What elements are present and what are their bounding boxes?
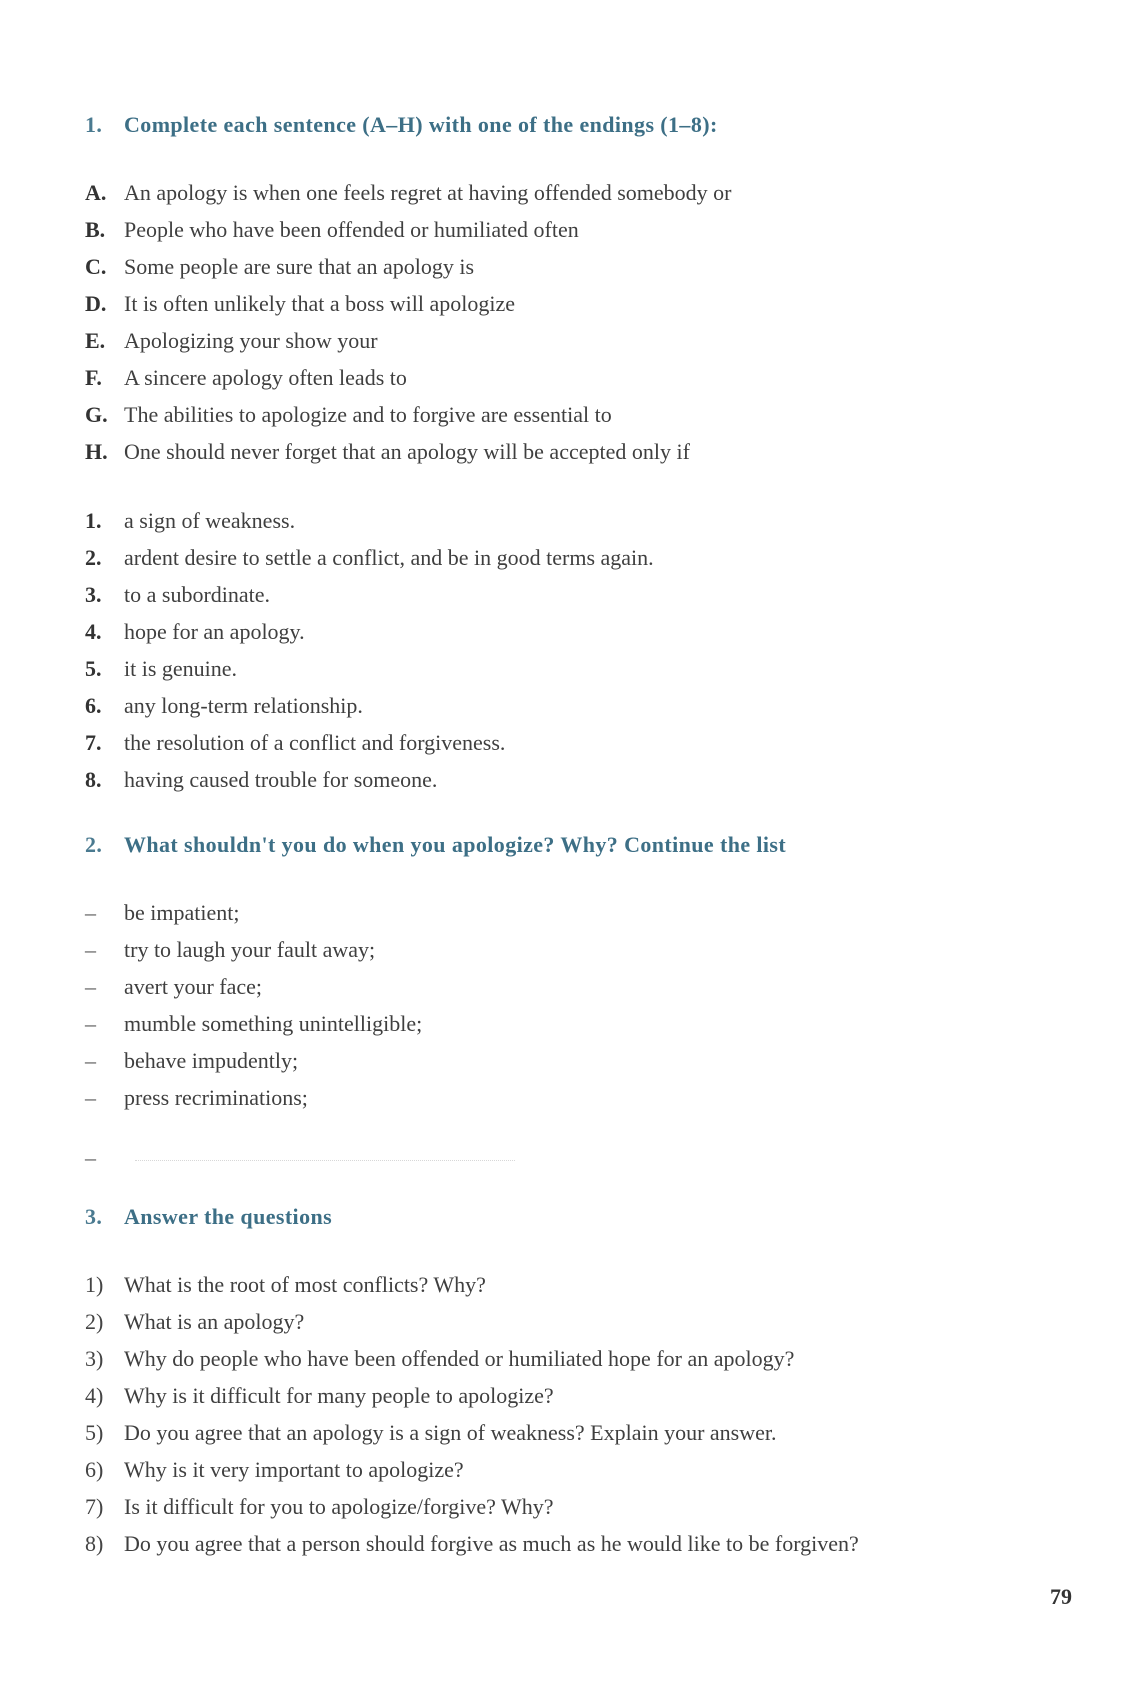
list-text: a sign of weakness. <box>124 508 296 533</box>
list-text: Do you agree that a person should forgive as much as he would like to be forgiven? <box>124 1531 859 1556</box>
list-item <box>85 1525 859 1562</box>
list-marker: 3) <box>85 1346 104 1371</box>
list-item <box>85 894 422 931</box>
list-item <box>85 285 731 322</box>
list-marker: D. <box>85 291 107 316</box>
list-item <box>85 613 654 650</box>
list-item <box>85 687 654 724</box>
task-2-list <box>85 894 422 1116</box>
list-text: What is the root of most conflicts? Why? <box>124 1272 486 1297</box>
list-text: ardent desire to settle a conflict, and be in good terms again. <box>124 545 654 570</box>
list-item <box>85 761 654 798</box>
list-text: Do you agree that an apology is a sign of weakness? Explain your answer. <box>124 1420 777 1445</box>
list-marker: 7. <box>85 730 102 755</box>
list-marker: 2) <box>85 1309 104 1334</box>
list-text: It is often unlikely that a boss will apologize <box>124 291 516 316</box>
task-1-heading <box>85 112 718 138</box>
list-text: any long-term relationship. <box>124 693 363 718</box>
list-marker: A. <box>85 180 107 205</box>
task-2-title: What shouldn't you do when you apologize? Why? Continue the list <box>124 832 787 857</box>
list-text: One should never forget that an apology will be accepted only if <box>124 439 690 464</box>
list-marker: 8. <box>85 767 102 792</box>
list-marker: C. <box>85 254 107 279</box>
list-marker: 5) <box>85 1420 104 1445</box>
page-number: 79 <box>1050 1584 1072 1609</box>
list-marker: 4. <box>85 619 102 644</box>
answer-blank-line <box>135 1159 515 1161</box>
list-item <box>85 576 654 613</box>
list-item <box>85 539 654 576</box>
list-item <box>85 724 654 761</box>
list-marker: – <box>85 974 96 999</box>
list-text: Some people are sure that an apology is <box>124 254 475 279</box>
task-1-sentence-list <box>85 174 731 470</box>
list-marker: – <box>85 1085 96 1110</box>
list-item <box>85 396 731 433</box>
list-item <box>85 211 731 248</box>
task-3-heading <box>85 1204 332 1230</box>
list-text: An apology is when one feels regret at having offended somebody or <box>124 180 732 205</box>
list-marker: 6) <box>85 1457 104 1482</box>
list-text: Apologizing your show your <box>124 328 378 353</box>
list-text: it is genuine. <box>124 656 238 681</box>
list-text: behave impudently; <box>124 1048 299 1073</box>
list-item <box>85 1414 859 1451</box>
list-item <box>85 968 422 1005</box>
list-text: try to laugh your fault away; <box>124 937 376 962</box>
task-3-title: Answer the questions <box>124 1204 333 1229</box>
task-2-number: 2. <box>85 832 103 857</box>
task-1-title: Complete each sentence (A–H) with one of the endings (1–8): <box>124 112 718 137</box>
list-text: to a subordinate. <box>124 582 271 607</box>
list-item <box>85 433 731 470</box>
list-text: be impatient; <box>124 900 240 925</box>
list-marker: 4) <box>85 1383 104 1408</box>
task-2-heading <box>85 832 786 858</box>
list-text: press recriminations; <box>124 1085 308 1110</box>
list-text: avert your face; <box>124 974 263 999</box>
list-item <box>85 1451 859 1488</box>
list-marker: – <box>85 900 96 925</box>
list-marker: 1. <box>85 508 102 533</box>
list-text: having caused trouble for someone. <box>124 767 438 792</box>
list-text: Why do people who have been offended or humiliated hope for an apology? <box>124 1346 795 1371</box>
list-marker: – <box>85 1048 96 1073</box>
list-item <box>85 1266 859 1303</box>
list-item <box>85 1303 859 1340</box>
task-2-blank-item <box>85 1139 515 1176</box>
list-item <box>85 1488 859 1525</box>
list-marker: 2. <box>85 545 102 570</box>
list-item <box>85 174 731 211</box>
list-item <box>85 359 731 396</box>
list-text: mumble something unintelligible; <box>124 1011 423 1036</box>
list-text: Is it difficult for you to apologize/forgive? Why? <box>124 1494 554 1519</box>
list-marker: 8) <box>85 1531 104 1556</box>
list-marker: 3. <box>85 582 102 607</box>
list-marker: B. <box>85 217 106 242</box>
list-marker: F. <box>85 365 102 390</box>
list-marker: 6. <box>85 693 102 718</box>
list-item <box>85 248 731 285</box>
list-text: Why is it difficult for many people to apologize? <box>124 1383 554 1408</box>
list-marker: G. <box>85 402 108 427</box>
list-text: What is an apology? <box>124 1309 305 1334</box>
list-item <box>85 502 654 539</box>
task-3-question-list <box>85 1266 859 1562</box>
list-marker: 1) <box>85 1272 104 1297</box>
task-1-number: 1. <box>85 112 103 137</box>
list-item <box>85 1340 859 1377</box>
list-text: the resolution of a conflict and forgiveness. <box>124 730 506 755</box>
list-text: A sincere apology often leads to <box>124 365 407 390</box>
list-text: The abilities to apologize and to forgive are essential to <box>124 402 612 427</box>
list-item <box>85 322 731 359</box>
list-text: hope for an apology. <box>124 619 305 644</box>
list-text: Why is it very important to apologize? <box>124 1457 464 1482</box>
list-marker: – <box>85 937 96 962</box>
list-marker: 7) <box>85 1494 104 1519</box>
list-item <box>85 1042 422 1079</box>
list-item <box>85 1079 422 1116</box>
list-item <box>85 1377 859 1414</box>
list-marker: H. <box>85 439 108 464</box>
list-item <box>85 931 422 968</box>
list-marker: 5. <box>85 656 102 681</box>
task-3-number: 3. <box>85 1204 103 1229</box>
list-item <box>85 1005 422 1042</box>
list-text: People who have been offended or humiliated often <box>124 217 579 242</box>
list-marker: E. <box>85 328 106 353</box>
list-marker: – <box>85 1145 96 1170</box>
list-marker: – <box>85 1011 96 1036</box>
task-1-endings-list <box>85 502 654 798</box>
list-item <box>85 650 654 687</box>
